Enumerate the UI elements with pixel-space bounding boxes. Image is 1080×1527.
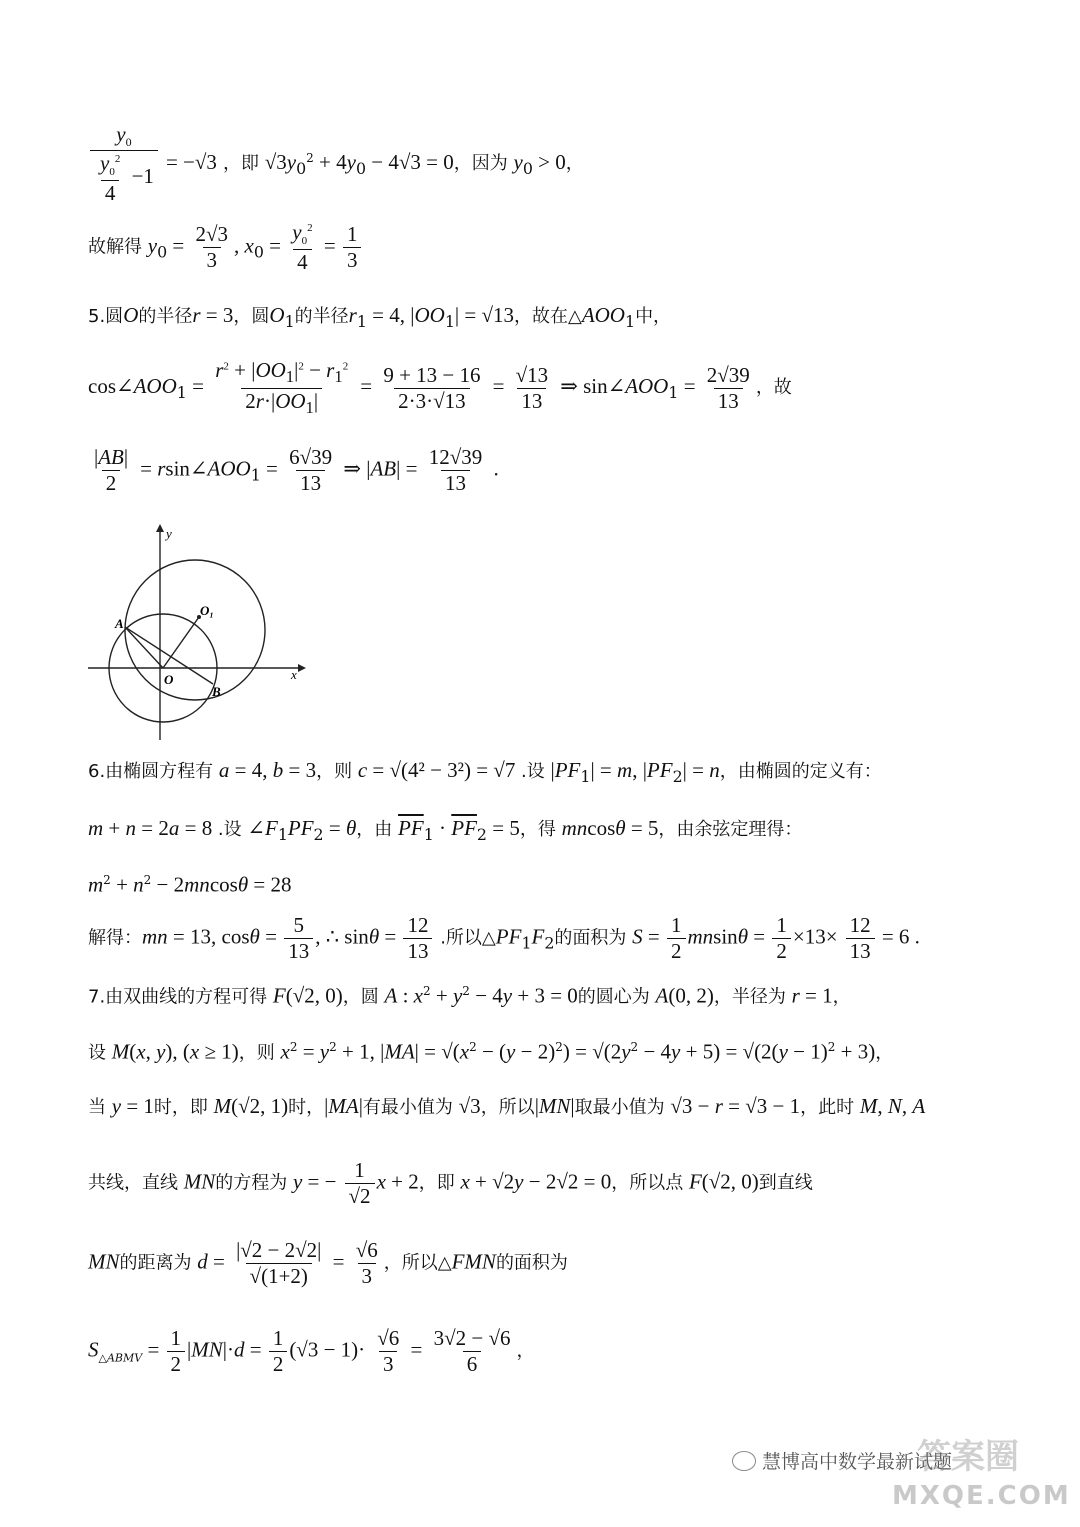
label-o: O: [164, 672, 174, 687]
text-line-7: m + n = 2a = 8 .设 $\angle F_1PF_2 = \theta$，由 $\overline{PF}_1 \cdot \overline{PF}_2 = 5$，得 mncosθ = 5，由余弦定理得：: [88, 816, 803, 844]
equation-line-15: $S_{\triangle ABMV}$ = $\frac{1}{2}$ |MN|·d = $\frac{1}{2}$ (√3 − 1)· $\frac{√6}{3}$ = $\frac{3√2 - √6}{6}$ ，: [88, 1326, 535, 1376]
watermark: [732, 1435, 1072, 1523]
text-line-3: 5.圆O的半径r = 3，圆$O_1$的半径$r_1 = 4$, $|OO_1| = √13$，故在$\triangle AOO_1$中，: [88, 303, 672, 331]
x-axis-arrow: [298, 664, 306, 672]
label-o1: O₁: [200, 603, 214, 618]
equation-line-9: 解得：mn = 13, cosθ = $\frac{5}{13}$ , ∴ sinθ = $\frac{12}{13}$ .所以$\triangle PF_1F_2$的面积为 S = $\frac{1}{2}$ mnsinθ = $\frac{1}{2}$ ×13× $\frac{12}{13}$ = 6 .: [88, 913, 920, 963]
watermark-site-text: MXQE.COM: [892, 1481, 1071, 1511]
equation-line-1: $y_0$ $\frac{y_0^2}{4}$ −1 = −√3 ，即 $√3y_0^2 + 4y_0 - 4√3 = 0$，因为 $y_0 > 0$，: [88, 124, 584, 204]
text-line-10: 7.由双曲线的方程可得 F(√2, 0)，圆 A : $x^2 + y^2 - 4y + 3 = 0$的圆心为 A(0, 2)，半径为 r = 1，: [88, 983, 851, 1008]
equation-line-2: 故解得 $y_0$ = $\frac{2√3}{3}$ , $x_0$ = $\frac{y_0^2}{4}$ = $\frac{1}{3}$: [88, 222, 363, 273]
equation-line-4: $\cos\angle AOO_1$ = $\frac{r^2 + |OO_1|^2 - r_1^2}{2r\cdot|OO_1|}$ = $\frac{9 + 13 - 16}{2\cdot 3\cdot√13}$ = $\frac{√13}{13}$ ⇒ $\sin\angle AOO_1$ = $\frac{2√39}{13}$ ，故: [88, 358, 792, 417]
label-b: B: [212, 684, 221, 699]
label-x: x: [291, 667, 297, 682]
segment-oo1: [163, 617, 199, 668]
text-line-6: 6.由椭圆方程有 a = 4, b = 3，则 c = √(4² − 3²) = √7 .设 $|PF_1| = m$, $|PF_2| = n$，由椭圆的定义有：: [88, 758, 882, 786]
text-line-13: 共线，直线 MN的方程为 y = − $\frac{1}{√2}$ x + 2，即 x + √2y − 2√2 = 0，所以点 F(√2, 0)到直线: [88, 1158, 813, 1208]
text-line-11: 设 M(x, y), (x ≥ 1)，则 $x^2 = y^2 + 1$, $|MA| = √(x^2 - (y - 2)^2) = √(2y^2 - 4y + 5) = √(2(y - 1)^2 + 3)$，: [88, 1039, 894, 1064]
equation-line-5: $\frac{|AB|}{2}$ = $rsin\angle AOO_1$ = $\frac{6√39}{13}$ ⇒ |AB| = $\frac{12√39}{13}$ .: [94, 445, 499, 495]
label-a: A: [115, 616, 124, 631]
label-y: y: [166, 526, 172, 541]
wechat-icon: [732, 1451, 756, 1471]
text-line-14: MN的距离为 d = $\frac{|√2 - 2√2|}{√(1+2)}$ = $\frac{√6}{3}$ ，所以△FMN的面积为: [88, 1238, 568, 1288]
circles-figure: [88, 522, 308, 742]
watermark-logo-text: 答案圈: [917, 1437, 1019, 1477]
watermark-wechat-text: 慧博高中数学最新试题: [762, 1451, 953, 1473]
text-line-12: 当 y = 1时，即 M(√2, 1)时，|MA|有最小值为 √3，所以|MN|取最小值为 √3 − r = √3 − 1，此时 M, N, A: [88, 1094, 926, 1118]
equation-line-8: $m^2 + n^2 - 2mncos\theta = 28$: [88, 872, 292, 897]
y-axis-arrow: [156, 524, 164, 532]
circle-o1: [125, 560, 265, 700]
